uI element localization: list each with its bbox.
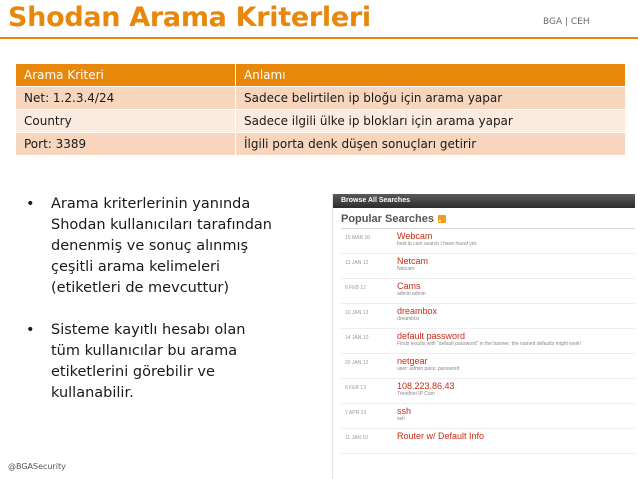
search-date: 20 JAN 12	[345, 360, 369, 366]
table-header-cell: Anlamı	[236, 64, 626, 87]
table-cell: İlgili porta denk düşen sonuçları getirir	[236, 133, 626, 156]
bullet-text: Arama kriterlerinin yanında Shodan kullanıcıları tarafından denenmiş ve sonuç alınmış çeşitli arama kelimeleri (etiketleri de mevcuttur)	[51, 196, 272, 296]
search-date: 7 APR 13	[345, 410, 367, 416]
search-link[interactable]: ssh	[397, 406, 412, 416]
search-description: Finds results with "default password" in the banner; the named defaults might work!	[397, 341, 582, 347]
table-header-cell: Arama Kriteri	[16, 64, 236, 87]
table-row	[16, 87, 626, 110]
search-date: 6 FEB 13	[345, 385, 366, 391]
browse-all-searches-tab[interactable]: Browse All Searches	[333, 194, 635, 208]
table-row	[16, 110, 626, 133]
list-item	[341, 279, 635, 304]
search-date: 14 JAN 10	[345, 335, 369, 341]
search-description: admin admin	[397, 291, 426, 297]
table-header-row	[16, 64, 626, 87]
search-description: user: admin pass: password	[397, 366, 460, 372]
popular-searches-title: Popular Searches	[341, 213, 434, 225]
table-cell: Country	[16, 110, 236, 133]
list-item	[341, 329, 635, 354]
list-item	[341, 304, 635, 329]
table-cell: Net: 1.2.3.4/24	[16, 87, 236, 110]
search-description: Trendnet IP Cam	[397, 391, 435, 397]
list-item	[341, 254, 635, 279]
table-cell: Port: 3389	[16, 133, 236, 156]
search-link[interactable]: 108.223.86.43	[397, 381, 455, 391]
popular-searches-screenshot	[332, 194, 635, 479]
slide-title: Shodan Arama Kriterleri	[8, 2, 371, 33]
search-date: 13 JAN 12	[345, 260, 369, 266]
search-date: 10 JAN 13	[345, 310, 369, 316]
bullet-dot-icon: •	[26, 322, 35, 338]
header-tag: BGA | CEH	[543, 17, 590, 27]
rss-icon[interactable]	[438, 215, 446, 223]
search-description: best ip cam search I have found yet.	[397, 241, 478, 247]
list-item	[341, 354, 635, 379]
table-cell: Sadece belirtilen ip bloğu için arama yapar	[236, 87, 626, 110]
search-link[interactable]: netgear	[397, 356, 428, 366]
header-rule	[0, 37, 638, 39]
list-item	[341, 404, 635, 429]
bullet-dot-icon: •	[26, 196, 35, 212]
search-link[interactable]: Cams	[397, 281, 421, 291]
bullet-list	[26, 194, 276, 425]
bullet-item	[26, 194, 276, 299]
bullet-text: Sisteme kayıtlı hesabı olan tüm kullanıcılar bu arama etiketlerini görebilir ve kullanabilir.	[51, 322, 246, 401]
criteria-table	[15, 63, 626, 156]
search-date: 15 MAR 10	[345, 235, 371, 241]
popular-searches-heading	[341, 213, 635, 225]
search-link[interactable]: default password	[397, 331, 466, 341]
table-cell: Sadece ilgili ülke ip blokları için arama yapar	[236, 110, 626, 133]
list-item	[341, 379, 635, 404]
table-row	[16, 133, 626, 156]
search-description: dreambox	[397, 316, 420, 322]
bullet-item	[26, 320, 276, 404]
list-item	[341, 229, 635, 254]
search-link[interactable]: Webcam	[397, 231, 433, 241]
search-description: ssh	[397, 416, 405, 422]
search-date: 11 JAN 10	[345, 435, 368, 441]
search-description: Netcam	[397, 266, 415, 272]
search-link[interactable]: dreambox	[397, 306, 438, 316]
search-link[interactable]: Router w/ Default Info	[397, 431, 485, 441]
search-date: 6 FEB 12	[345, 285, 366, 291]
list-item	[341, 429, 635, 454]
search-link[interactable]: Netcam	[397, 256, 429, 266]
footer-handle: @BGASecurity	[8, 462, 66, 471]
